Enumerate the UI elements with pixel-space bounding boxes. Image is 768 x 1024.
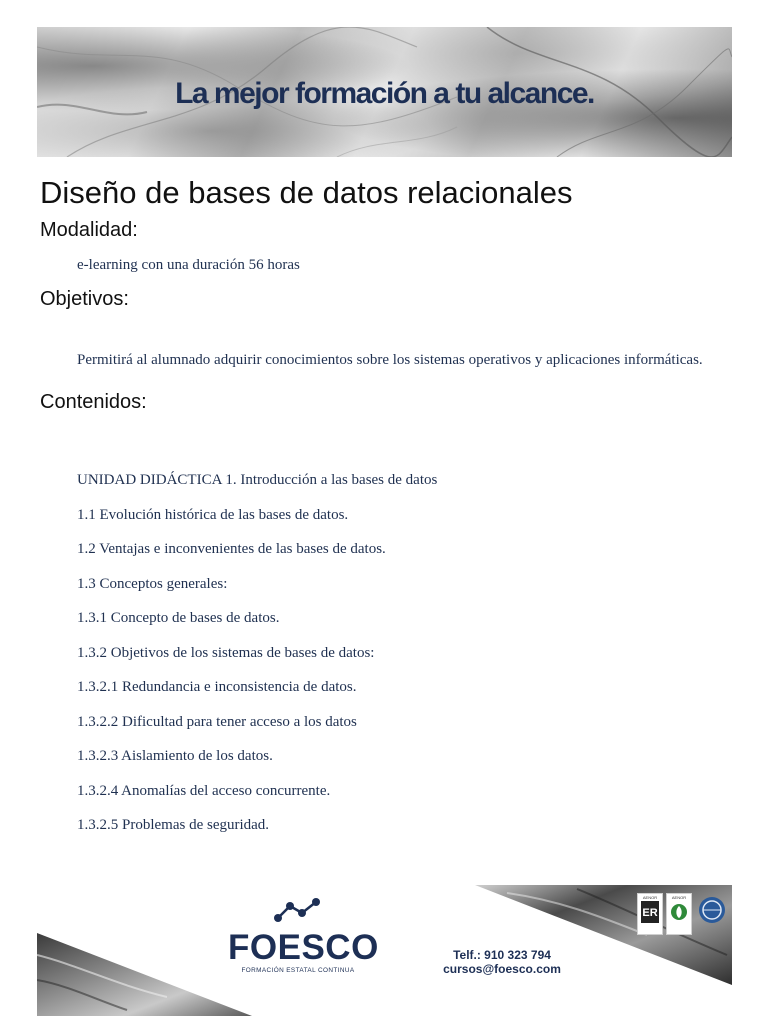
header-banner [37,27,732,157]
er-certification-icon [641,901,659,923]
contents-list [77,470,437,850]
list-item: 1.3.2.3 Aislamiento de los datos. [77,748,273,764]
objetivos-text: Permitirá al alumnado adquirir conocimientos sobre los sistemas operativos y aplicaciones informáticas. [77,352,703,368]
svg-text:ER: ER [642,907,658,919]
foesco-tagline: FORMACIÓN ESTATAL CONTINUA [241,967,355,974]
rock-texture [37,885,732,1016]
cert-label: AENOR [642,895,658,900]
foesco-logo-icon [273,898,321,924]
foesco-logo-wordmark: FOESCO [228,928,379,967]
list-item: 1.1 Evolución histórica de las bases de datos. [77,506,349,523]
list-item: 1.3.2.4 Anomalías del acceso concurrente. [77,782,331,799]
modalidad-text: e-learning con una duración 56 horas [77,257,300,273]
footer-banner [37,885,732,1016]
leaf-certification-icon [670,901,688,923]
certification-badge-ga [666,893,692,935]
modalidad-heading: Modalidad: [40,219,138,241]
banner-slogan: La mejor formación a tu alcance. [175,77,594,110]
list-item: 1.3 Conceptos generales: [77,575,228,592]
email-address: cursos@foesco.com [443,962,561,976]
list-item: 1.2 Ventajas e inconvenientes de las bases de datos. [77,541,386,557]
certification-badge-er [637,893,663,935]
contenidos-heading: Contenidos: [40,391,147,413]
list-item: 1.3.2.2 Dificultad para tener acceso a los datos [77,713,357,730]
iqnet-seal-icon [697,895,727,925]
phone-number: Telf.: 910 323 794 [453,948,551,962]
list-item: 1.3.2.1 Redundancia e inconsistencia de datos. [77,679,357,695]
list-item: UNIDAD DIDÁCTICA 1. Introducción a las bases de datos [77,472,438,488]
course-title: Diseño de bases de datos relacionales [40,175,573,210]
cert-label: AENOR [671,895,687,900]
contact-block [437,948,567,976]
list-item: 1.3.2.5 Problemas de seguridad. [77,817,270,833]
list-item: 1.3.1 Concepto de bases de datos. [77,610,280,626]
list-item: 1.3.2 Objetivos de los sistemas de bases de datos: [77,644,375,661]
objetivos-heading: Objetivos: [40,288,129,310]
